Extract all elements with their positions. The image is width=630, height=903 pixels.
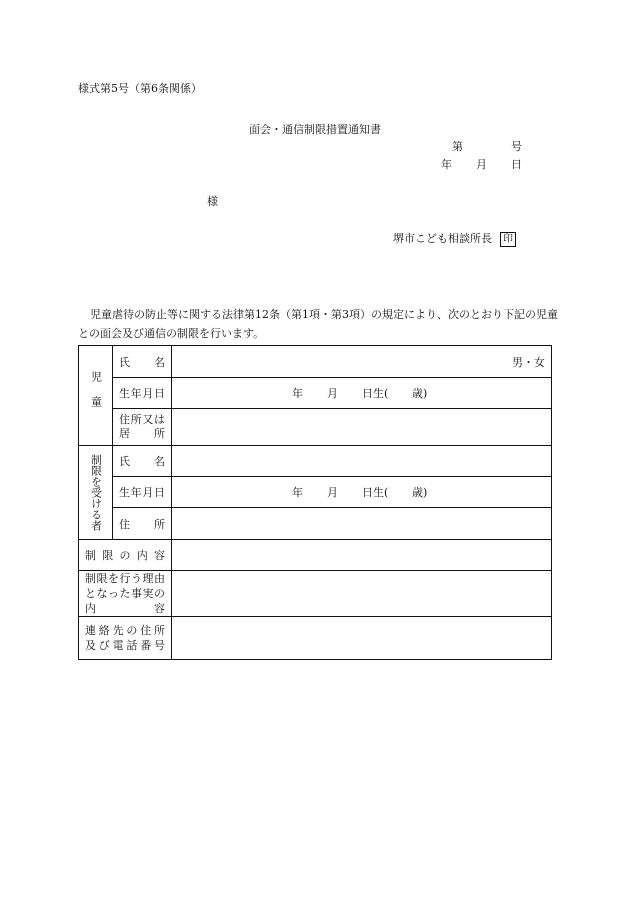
reason-label-line1: 制限を行う理由 <box>85 572 165 585</box>
child-address-label-line2: 居 所 <box>119 427 165 440</box>
content-label: 制限の内容 <box>79 540 172 571</box>
number-suffix: 号 <box>511 140 522 153</box>
dob-year: 年 <box>292 387 303 400</box>
dob-day: 日生( <box>362 387 389 400</box>
contact-cell <box>172 617 552 660</box>
child-address-label <box>113 409 172 446</box>
body-paragraph: 児童虐待の防止等に関する法律第12条（第1項・第3項）の規定により、次のとおり下記の児童との面会及び通信の制限を行います。 <box>78 308 558 340</box>
restricted-name-cell <box>172 446 552 477</box>
seal-box: 印 <box>500 232 516 247</box>
child-gender-cell: 男・女 <box>172 346 552 378</box>
contact-label <box>79 617 172 660</box>
restricted-group-cell <box>79 446 113 540</box>
restricted-address-cell <box>172 508 552 540</box>
number-prefix: 第 <box>452 140 463 153</box>
restricted-dob-label: 生年月日 <box>113 477 172 508</box>
table-row <box>79 446 552 477</box>
dob-age: 歳) <box>412 387 428 400</box>
table-row <box>79 477 552 508</box>
table-row <box>79 508 552 540</box>
restricted-address-label: 住 所 <box>113 508 172 540</box>
date-month-label: 月 <box>476 158 487 171</box>
table-row <box>79 378 552 409</box>
child-dob-label: 生年月日 <box>113 378 172 409</box>
dob-month: 月 <box>327 486 338 499</box>
document-title: 面会・通信制限措置通知書 <box>249 123 381 136</box>
table-row <box>79 617 552 660</box>
dob-day: 日生( <box>362 486 389 499</box>
restricted-dob-cell <box>172 477 552 508</box>
dob-age: 歳) <box>412 486 428 499</box>
dob-year: 年 <box>292 486 303 499</box>
restricted-group-label: 制限を受ける者 <box>89 454 103 531</box>
date-year-label: 年 <box>441 158 452 171</box>
issuer-line <box>393 230 516 247</box>
child-group-cell <box>79 346 113 446</box>
child-name-label: 氏 名 <box>113 346 172 378</box>
table-row <box>79 346 552 378</box>
table-row <box>79 540 552 571</box>
reason-label-line3: 内 容 <box>85 602 165 615</box>
addressee-honorific: 様 <box>207 195 218 208</box>
contact-label-line1: 連絡先の住所 <box>85 624 165 637</box>
issuer-name: 堺市こども相談所長 <box>393 232 492 245</box>
contact-label-line2: 及び電話番号 <box>85 639 165 652</box>
child-dob-cell <box>172 378 552 409</box>
content-cell <box>172 540 552 571</box>
restriction-form-table <box>78 345 552 660</box>
reason-label-line2: となった事実の <box>85 587 165 600</box>
dob-month: 月 <box>327 387 338 400</box>
reason-cell <box>172 571 552 617</box>
child-address-cell <box>172 409 552 446</box>
restricted-name-label: 氏 名 <box>113 446 172 477</box>
child-address-label-line1: 住所又は <box>119 413 165 426</box>
reason-label <box>79 571 172 617</box>
table-row <box>79 409 552 446</box>
date-day-label: 日 <box>511 158 522 171</box>
form-number-label: 様式第5号（第6条関係） <box>78 82 202 95</box>
table-row <box>79 571 552 617</box>
child-group-label: 児童 <box>89 370 103 421</box>
